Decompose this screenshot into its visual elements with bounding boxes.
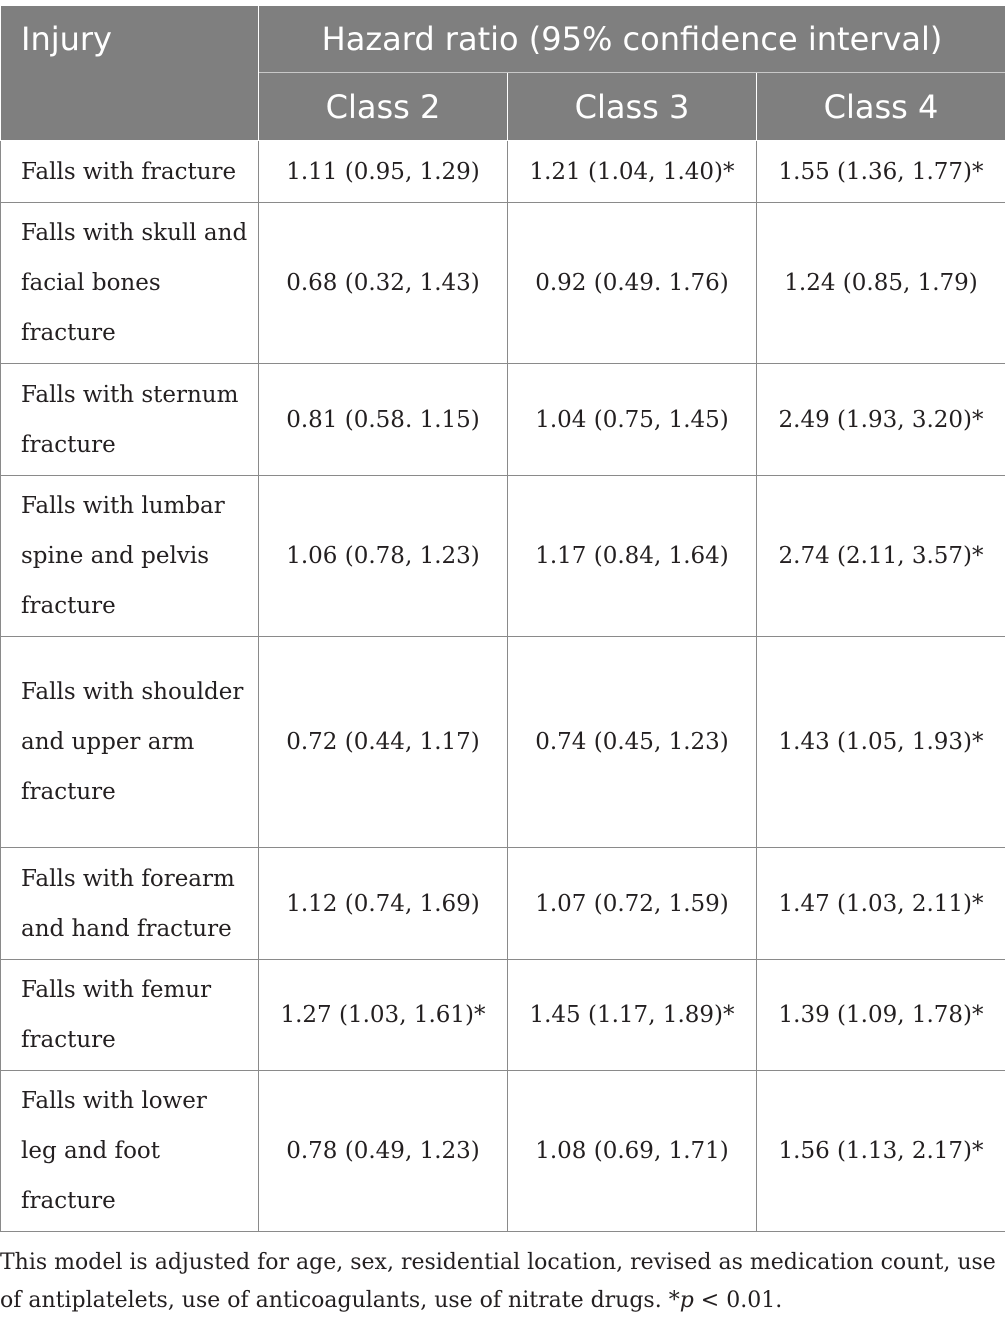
injury-cell: Falls with skull and facial bones fracture <box>1 203 259 364</box>
class-4-value: 2.49 (1.93, 3.20)* <box>757 364 1005 476</box>
injury-cell: Falls with femur fracture <box>1 960 259 1071</box>
class-4-value: 1.24 (0.85, 1.79) <box>757 203 1005 364</box>
class-2-value: 0.81 (0.58. 1.15) <box>259 364 508 476</box>
class-3-value: 1.04 (0.75, 1.45) <box>508 364 757 476</box>
injury-cell: Falls with forearm and hand fracture <box>1 848 259 960</box>
injury-cell: Falls with sternum fracture <box>1 364 259 476</box>
table-row <box>1 1071 1005 1232</box>
header-row-top <box>1 6 1005 73</box>
class-3-value: 1.21 (1.04, 1.40)* <box>508 141 757 203</box>
class-3-value: 0.92 (0.49. 1.76) <box>508 203 757 364</box>
class-3-header: Class 3 <box>508 73 757 141</box>
class-2-value: 1.11 (0.95, 1.29) <box>259 141 508 203</box>
table-row <box>1 203 1005 364</box>
class-2-value: 0.72 (0.44, 1.17) <box>259 637 508 848</box>
table-header <box>1 6 1005 141</box>
class-2-value: 1.27 (1.03, 1.61)* <box>259 960 508 1071</box>
hazard-ratio-table <box>0 5 1005 1232</box>
class-4-value: 1.55 (1.36, 1.77)* <box>757 141 1005 203</box>
class-3-value: 1.17 (0.84, 1.64) <box>508 476 757 637</box>
footnote-threshold: < 0.01. <box>693 1288 783 1313</box>
table-footnote <box>0 1244 1000 1320</box>
class-4-header: Class 4 <box>757 73 1005 141</box>
table-body <box>1 141 1005 1232</box>
class-4-value: 1.47 (1.03, 2.11)* <box>757 848 1005 960</box>
footnote-p-symbol: p <box>679 1288 694 1313</box>
class-4-value: 1.43 (1.05, 1.93)* <box>757 637 1005 848</box>
class-4-value: 1.56 (1.13, 2.17)* <box>757 1071 1005 1232</box>
table-row <box>1 364 1005 476</box>
injury-cell: Falls with fracture <box>1 141 259 203</box>
hazard-ratio-group-header: Hazard ratio (95% confidence interval) <box>259 6 1005 73</box>
class-2-value: 0.78 (0.49, 1.23) <box>259 1071 508 1232</box>
class-3-value: 1.08 (0.69, 1.71) <box>508 1071 757 1232</box>
class-3-value: 1.07 (0.72, 1.59) <box>508 848 757 960</box>
class-4-value: 1.39 (1.09, 1.78)* <box>757 960 1005 1071</box>
table-row <box>1 637 1005 848</box>
injury-cell: Falls with lower leg and foot fracture <box>1 1071 259 1232</box>
class-4-value: 2.74 (2.11, 3.57)* <box>757 476 1005 637</box>
table-row <box>1 848 1005 960</box>
class-3-value: 0.74 (0.45, 1.23) <box>508 637 757 848</box>
table-row <box>1 960 1005 1071</box>
class-2-value: 1.06 (0.78, 1.23) <box>259 476 508 637</box>
injury-cell: Falls with shoulder and upper arm fracture <box>1 637 259 848</box>
injury-cell: Falls with lumbar spine and pelvis fracture <box>1 476 259 637</box>
class-2-value: 1.12 (0.74, 1.69) <box>259 848 508 960</box>
footnote-text: This model is adjusted for age, sex, residential location, revised as medication count, use of antiplatelets, use of anticoagulants, use of nitrate drugs. * <box>0 1250 996 1313</box>
table-row <box>1 141 1005 203</box>
class-2-value: 0.68 (0.32, 1.43) <box>259 203 508 364</box>
class-2-header: Class 2 <box>259 73 508 141</box>
injury-column-header: Injury <box>1 6 259 141</box>
table-row <box>1 476 1005 637</box>
class-3-value: 1.45 (1.17, 1.89)* <box>508 960 757 1071</box>
